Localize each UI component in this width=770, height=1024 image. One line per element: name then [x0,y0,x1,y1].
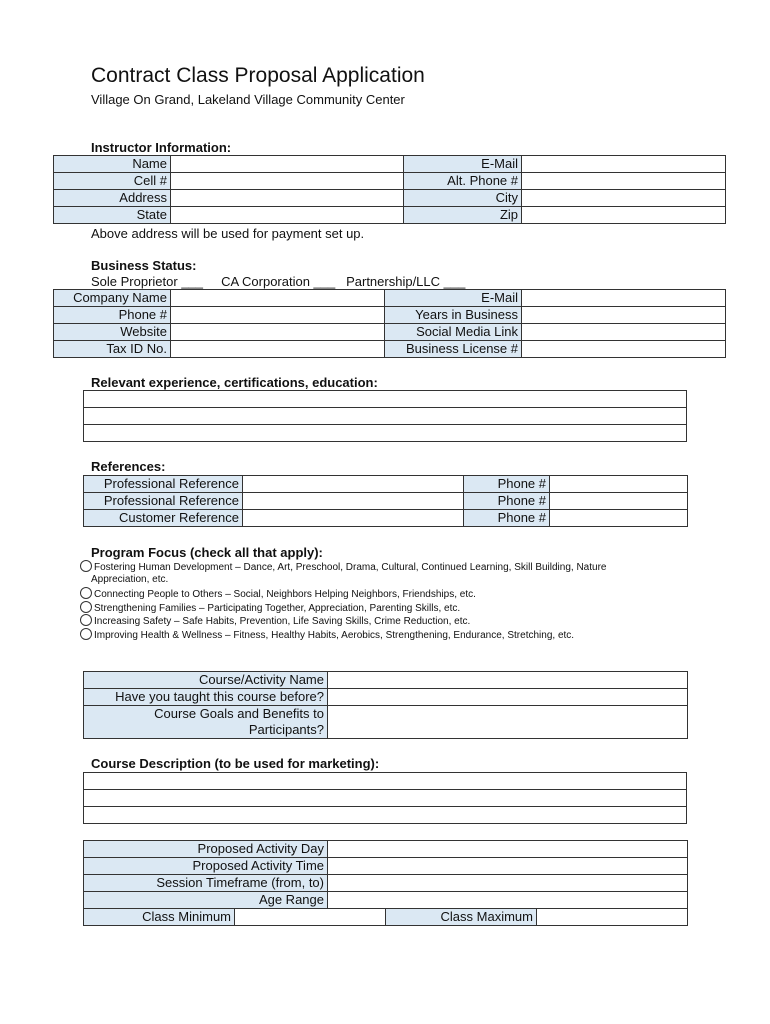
reference-phone-field[interactable] [550,493,688,510]
reference-phone-label: Phone # [464,476,550,493]
business-status-options: Sole Proprietor ___ CA Corporation ___ Partnership/LLC ___ [91,274,466,289]
radio-icon[interactable] [80,614,92,626]
description-line[interactable] [84,807,687,824]
reference-phone-field[interactable] [550,476,688,493]
references-heading: References: [91,459,166,474]
timeframe-field[interactable] [328,875,688,892]
alt-phone-field[interactable] [522,173,726,190]
cell-label: Cell # [54,173,171,190]
focus-option[interactable] [80,628,574,642]
taught-before-field[interactable] [328,689,688,706]
social-field[interactable] [522,324,726,341]
business-email-label: E-Mail [385,290,522,307]
course-goals-field[interactable] [328,706,688,739]
focus-option-continuation: Appreciation, etc. [91,574,169,585]
class-min-field[interactable] [235,909,386,926]
experience-table [83,390,687,442]
course-name-label: Course/Activity Name [84,672,328,689]
reference-field[interactable] [243,493,464,510]
company-name-field[interactable] [171,290,385,307]
taught-before-label: Have you taught this course before? [84,689,328,706]
experience-heading: Relevant experience, certifications, education: [91,375,378,390]
reference-phone-field[interactable] [550,510,688,527]
alt-phone-label: Alt. Phone # [404,173,522,190]
page-title: Contract Class Proposal Application [91,64,425,87]
name-field[interactable] [171,156,404,173]
tax-id-field[interactable] [171,341,385,358]
focus-option[interactable] [80,601,460,615]
experience-line[interactable] [84,391,687,408]
reference-phone-label: Phone # [464,493,550,510]
radio-icon[interactable] [80,587,92,599]
address-field[interactable] [171,190,404,207]
description-heading: Course Description (to be used for marketing): [91,756,380,771]
focus-option-label: Strengthening Families – Participating Together, Appreciation, Parenting Skills, etc. [94,603,461,614]
course-goals-label-line2: Participants? [248,722,324,737]
page-subtitle: Village On Grand, Lakeland Village Community Center [91,92,405,107]
company-name-label: Company Name [54,290,171,307]
course-name-field[interactable] [328,672,688,689]
class-max-label: Class Maximum [386,909,537,926]
description-table [83,772,687,824]
class-min-label: Class Minimum [84,909,235,926]
description-line[interactable] [84,773,687,790]
course-goals-label [84,706,328,739]
focus-option-label: Connecting People to Others – Social, Neighbors Helping Neighbors, Friendships, etc. [94,589,476,600]
activity-day-label: Proposed Activity Day [84,841,328,858]
age-range-label: Age Range [84,892,328,909]
schedule-table [83,840,688,909]
references-table [83,475,688,527]
business-heading: Business Status: [91,258,197,273]
radio-icon[interactable] [80,560,92,572]
email-field[interactable] [522,156,726,173]
address-note: Above address will be used for payment set up. [91,226,365,241]
class-max-field[interactable] [537,909,688,926]
email-label: E-Mail [404,156,522,173]
business-phone-label: Phone # [54,307,171,324]
cell-field[interactable] [171,173,404,190]
name-label: Name [54,156,171,173]
years-label: Years in Business [385,307,522,324]
course-table [83,671,688,739]
license-field[interactable] [522,341,726,358]
experience-line[interactable] [84,425,687,442]
business-phone-field[interactable] [171,307,385,324]
experience-line[interactable] [84,408,687,425]
zip-field[interactable] [522,207,726,224]
focus-option[interactable] [80,614,470,628]
age-range-field[interactable] [328,892,688,909]
city-field[interactable] [522,190,726,207]
website-label: Website [54,324,171,341]
years-field[interactable] [522,307,726,324]
state-field[interactable] [171,207,404,224]
focus-option-label: Fostering Human Development – Dance, Art, Preschool, Drama, Cultural, Continued Learning, Skill Building, Nature [94,562,607,573]
reference-field[interactable] [243,476,464,493]
focus-option-label: Increasing Safety – Safe Habits, Prevention, Life Saving Skills, Crime Reduction, etc. [94,616,471,627]
city-label: City [404,190,522,207]
focus-option[interactable] [80,560,606,574]
business-email-field[interactable] [522,290,726,307]
focus-option-label: Improving Health & Wellness – Fitness, Healthy Habits, Aerobics, Strengthening, Endurance, Stretching, etc. [94,630,575,641]
activity-time-field[interactable] [328,858,688,875]
program-focus-heading: Program Focus (check all that apply): [91,545,323,560]
radio-icon[interactable] [80,601,92,613]
course-goals-label-line1: Course Goals and Benefits to [154,706,324,721]
instructor-heading: Instructor Information: [91,140,232,155]
activity-day-field[interactable] [328,841,688,858]
focus-option[interactable] [80,587,476,601]
radio-icon[interactable] [80,628,92,640]
class-size-table [83,908,688,926]
social-label: Social Media Link [385,324,522,341]
address-label: Address [54,190,171,207]
activity-time-label: Proposed Activity Time [84,858,328,875]
website-field[interactable] [171,324,385,341]
state-label: State [54,207,171,224]
tax-id-label: Tax ID No. [54,341,171,358]
reference-field[interactable] [243,510,464,527]
reference-phone-label: Phone # [464,510,550,527]
reference-label: Professional Reference [84,493,243,510]
timeframe-label: Session Timeframe (from, to) [84,875,328,892]
reference-label: Professional Reference [84,476,243,493]
zip-label: Zip [404,207,522,224]
license-label: Business License # [385,341,522,358]
reference-label: Customer Reference [84,510,243,527]
business-table [53,289,726,358]
description-line[interactable] [84,790,687,807]
instructor-table [53,155,726,224]
